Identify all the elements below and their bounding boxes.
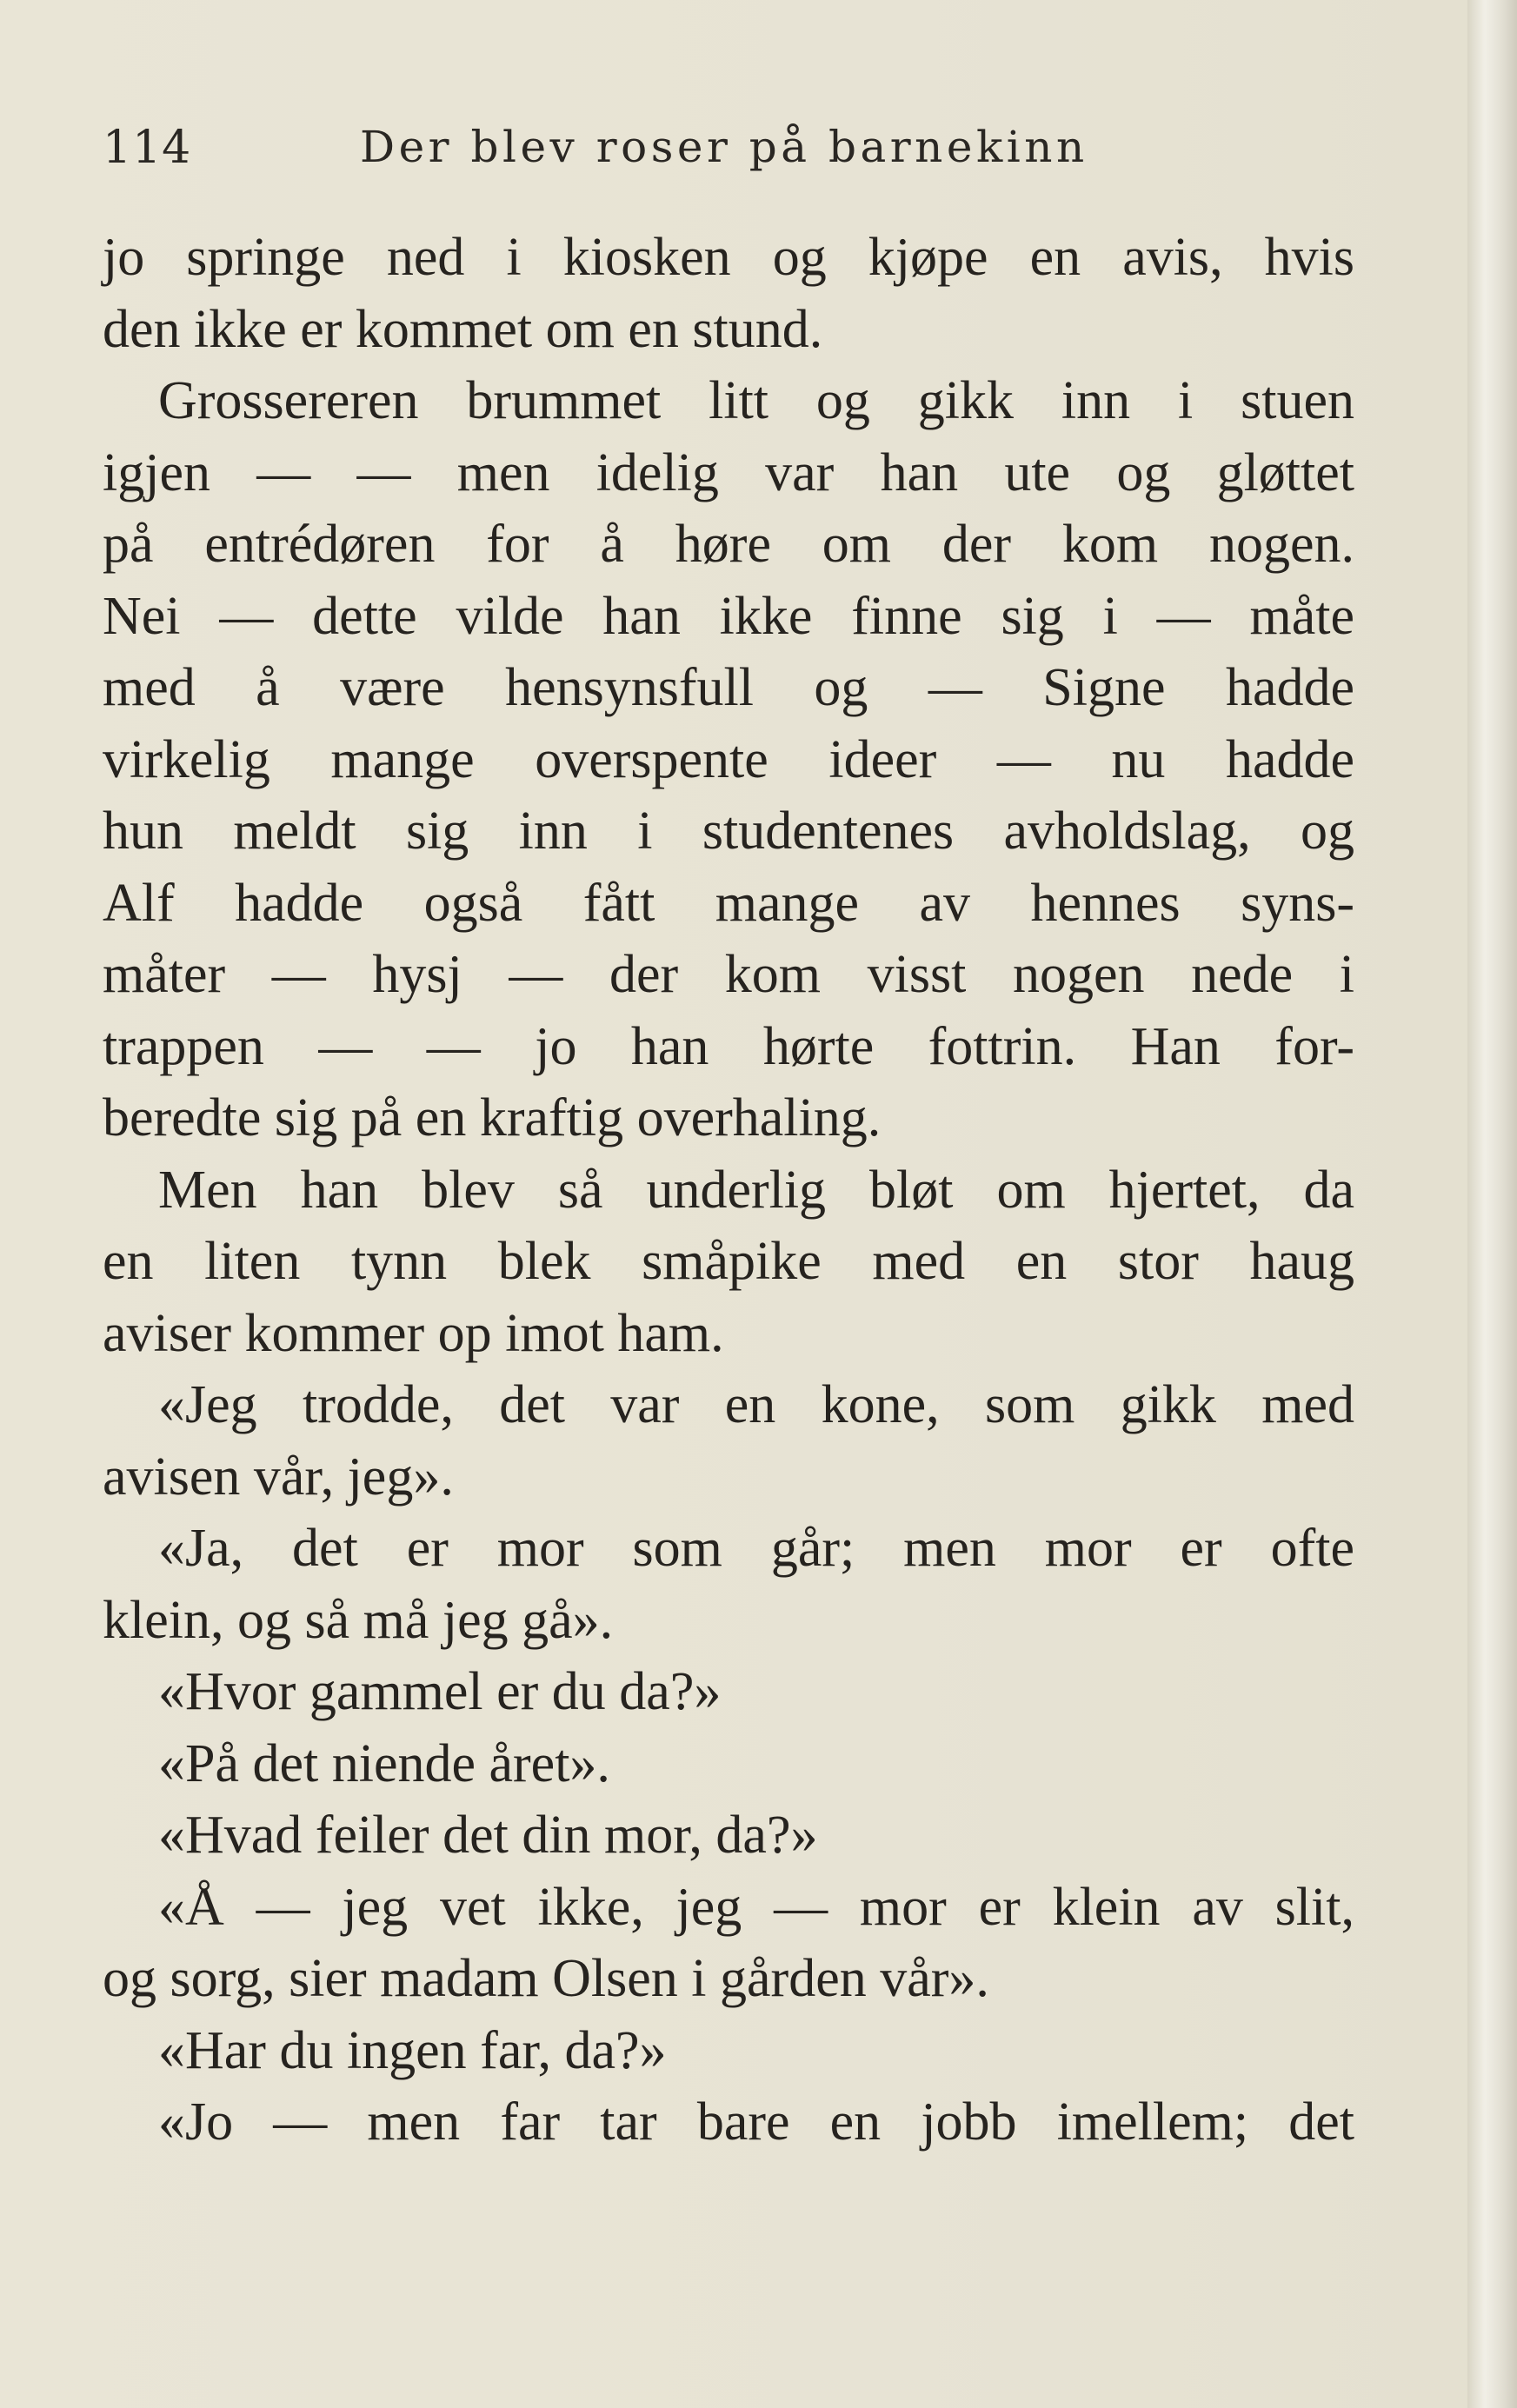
text-line: jo springe ned i kiosken og kjøpe en avis, hvis (103, 228, 1354, 287)
body-text (103, 222, 1354, 2159)
text-line: «Ja, det er mor som går; men mor er ofte (158, 1519, 1354, 1578)
text-line: Nei — dette vilde han ikke finne sig i — måte (103, 586, 1354, 646)
page-header (103, 122, 1354, 191)
text-line: måter — hysj — der kom visst nogen nede i (103, 945, 1354, 1004)
text-line: beredte sig på en kraftig overhaling. (103, 1088, 882, 1147)
text-line: «Jeg trodde, det var en kone, som gikk med (158, 1375, 1354, 1434)
text-line: klein, og så må jeg gå». (103, 1590, 614, 1650)
text-line: og sorg, sier madam Olsen i gården vår». (103, 1949, 989, 2008)
text-line: på entrédøren for å høre om der kom nogen. (103, 515, 1354, 574)
text-line: hun meldt sig inn i studentenes avholdslag, og (103, 802, 1354, 861)
text-line: en liten tynn blek småpike med en stor haug (103, 1232, 1354, 1291)
text-line: den ikke er kommet om en stund. (103, 299, 823, 359)
page-edge (1467, 0, 1517, 2408)
text-line: med å være hensynsfull og — Signe hadde (103, 658, 1354, 717)
text-line: «Hvor gammel er du da?» (158, 1662, 722, 1721)
text-line: avisen vår, jeg». (103, 1447, 454, 1507)
text-line: virkelig mange overspente ideer — nu hadde (103, 729, 1354, 789)
text-line: Men han blev så underlig bløt om hjertet, da (158, 1160, 1354, 1220)
text-line: «På det niende året». (158, 1733, 610, 1793)
text-line: «Jo — men far tar bare en jobb imellem; det (158, 2092, 1354, 2152)
text-line: Alf hadde også fått mange av hennes syns- (103, 873, 1354, 933)
text-line: aviser kommer op imot ham. (103, 1303, 724, 1363)
text-line: «Hvad feiler det din mor, da?» (158, 1806, 818, 1865)
running-title: Der blev roser på barnekinn (360, 122, 1088, 172)
text-line: trappen — — jo han hørte fottrin. Han for- (103, 1016, 1354, 1076)
text-line: «Å — jeg vet ikke, jeg — mor er klein av slit, (158, 1877, 1354, 1937)
page-number: 114 (103, 122, 192, 174)
text-line: «Har du ingen far, da?» (158, 2020, 667, 2080)
text-line: igjen — — men idelig var han ute og gløttet (103, 442, 1354, 502)
text-line: Grossereren brummet litt og gikk inn i stuen (158, 371, 1354, 430)
